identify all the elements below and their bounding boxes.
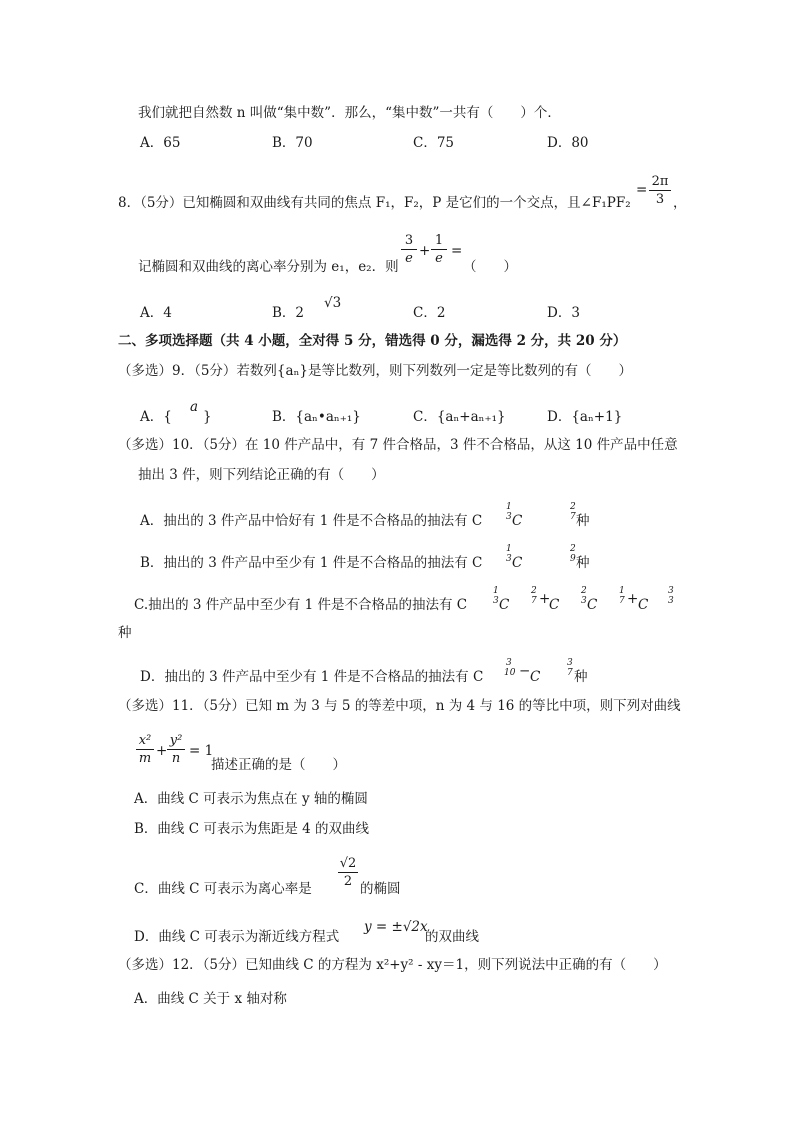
q9-stem: （多选）9．（5分）若数列{aₙ}是等比数列，则下列数列一定是等比数列的有（ ） <box>118 363 632 379</box>
q8-term1 <box>401 233 417 266</box>
q9-option-a[interactable]: A．{ <box>140 409 172 425</box>
q9-option-a-term: a <box>190 399 199 415</box>
q8-term2-num: 1 <box>434 233 444 248</box>
section2-heading: 二、多项选择题（共 4 小题，全对得 5 分，错选得 0 分，漏选得 2 分，共 20 分） <box>118 333 627 349</box>
q8-sqrt3: √3 <box>324 295 342 311</box>
q10-option-a-unit: 种 <box>576 513 590 529</box>
q11-option-c-fraction: √2 2 <box>339 856 357 889</box>
q11-option-a[interactable]: A．曲线 C 可表示为焦点在 y 轴的椭圆 <box>134 791 368 807</box>
q10-option-c-unit: 种 <box>118 625 132 641</box>
q8-angle-fraction <box>649 174 671 207</box>
q11-option-c[interactable]: C．曲线 C 可表示为离心率是 <box>134 881 312 897</box>
q8-term2-den: e <box>435 251 443 266</box>
q11-option-b[interactable]: B．曲线 C 可表示为焦距是 4 的双曲线 <box>134 821 370 837</box>
q7-options <box>140 134 700 152</box>
q8-term1-den: e <box>405 251 413 266</box>
q8-option-d[interactable]: D．3 <box>547 305 580 321</box>
q7-tail: 我们就把自然数 n 叫做“集中数”．那么，“集中数”一共有（ ）个． <box>138 105 561 121</box>
q8-term2 <box>431 233 447 266</box>
q8-line2: 记椭圆和双曲线的离心率分别为 e₁，e₂．则 <box>138 259 399 275</box>
q8-angle-num: 2π <box>651 174 669 189</box>
q12-option-a[interactable]: A．曲线 C 关于 x 轴对称 <box>134 991 287 1007</box>
q8-option-c[interactable]: C．2 <box>413 305 446 321</box>
q8-option-a[interactable]: A．4 <box>140 305 172 321</box>
q10-option-c[interactable]: C.抽出的 3 件产品中至少有 1 件是不合格品的抽法有 C <box>134 597 468 613</box>
q8-expr-tail: = <box>451 243 463 259</box>
q10-stem-2: 抽出 3 件，则下列结论正确的有（ ） <box>138 467 385 483</box>
q8-option-b[interactable]: B．2 <box>272 305 305 321</box>
q8-term1-num: 3 <box>404 233 414 248</box>
q11-frac-x: x² m <box>136 733 154 766</box>
q11-option-d-tail: 的双曲线 <box>425 929 479 945</box>
q9-option-d[interactable]: D．{aₙ+1} <box>547 409 623 425</box>
q8-angle-den: 3 <box>655 192 665 207</box>
q7-option-a[interactable]: A．65 <box>140 135 181 151</box>
q11-frac-y: y² n <box>167 733 185 766</box>
q8-blank: （ ） <box>463 259 517 275</box>
q11-stem: （多选）11．（5分）已知 m 为 3 与 5 的等差中项，n 为 4 与 16 的等比中项，则下列对曲线 <box>118 698 681 714</box>
q7-option-c[interactable]: C．75 <box>413 135 455 151</box>
q8-eq: = <box>636 182 648 198</box>
q8-comma: ， <box>673 195 687 211</box>
q10-option-d[interactable]: D．抽出的 3 件产品中至少有 1 件是不合格品的抽法有 C <box>140 669 484 685</box>
q10-option-d-unit: 种 <box>574 669 588 685</box>
q9-option-c[interactable]: C．{aₙ+aₙ₊₁} <box>413 409 506 425</box>
q8-stem: 8．（5分）已知椭圆和双曲线有共同的焦点 F₁，F₂，P 是它们的一个交点，且∠F₁PF₂ <box>118 195 631 211</box>
q11-option-d[interactable]: D．曲线 C 可表示为渐近线方程式 <box>134 929 340 945</box>
q7-option-d[interactable]: D．80 <box>547 135 589 151</box>
q10-option-b[interactable]: B．抽出的 3 件产品中至少有 1 件是不合格品的抽法有 C <box>140 555 483 571</box>
q9-option-a-close: } <box>203 409 212 425</box>
q8-options <box>140 304 700 322</box>
q7-option-b[interactable]: B．70 <box>272 135 313 151</box>
q11-asymptote: y = ±√2x <box>364 919 428 935</box>
q11-eq-tail: 描述正确的是（ ） <box>211 757 346 773</box>
q10-option-b-unit: 种 <box>576 555 590 571</box>
q11-option-c-tail: 的椭圆 <box>360 881 401 897</box>
q10-option-a[interactable]: A．抽出的 3 件产品中恰好有 1 件是不合格品的抽法有 C <box>140 513 483 529</box>
q12-stem: （多选）12．（5分）已知曲线 C 的方程为 x²+y² - xy＝1，则下列说法中正确的有（ ） <box>118 957 667 973</box>
q9-option-b[interactable]: B．{aₙ•aₙ₊₁} <box>272 409 361 425</box>
q10-stem-1: （多选）10．（5分）在 10 件产品中，有 7 件合格品，3 件不合格品，从这 10 件产品中任意 <box>118 437 678 453</box>
